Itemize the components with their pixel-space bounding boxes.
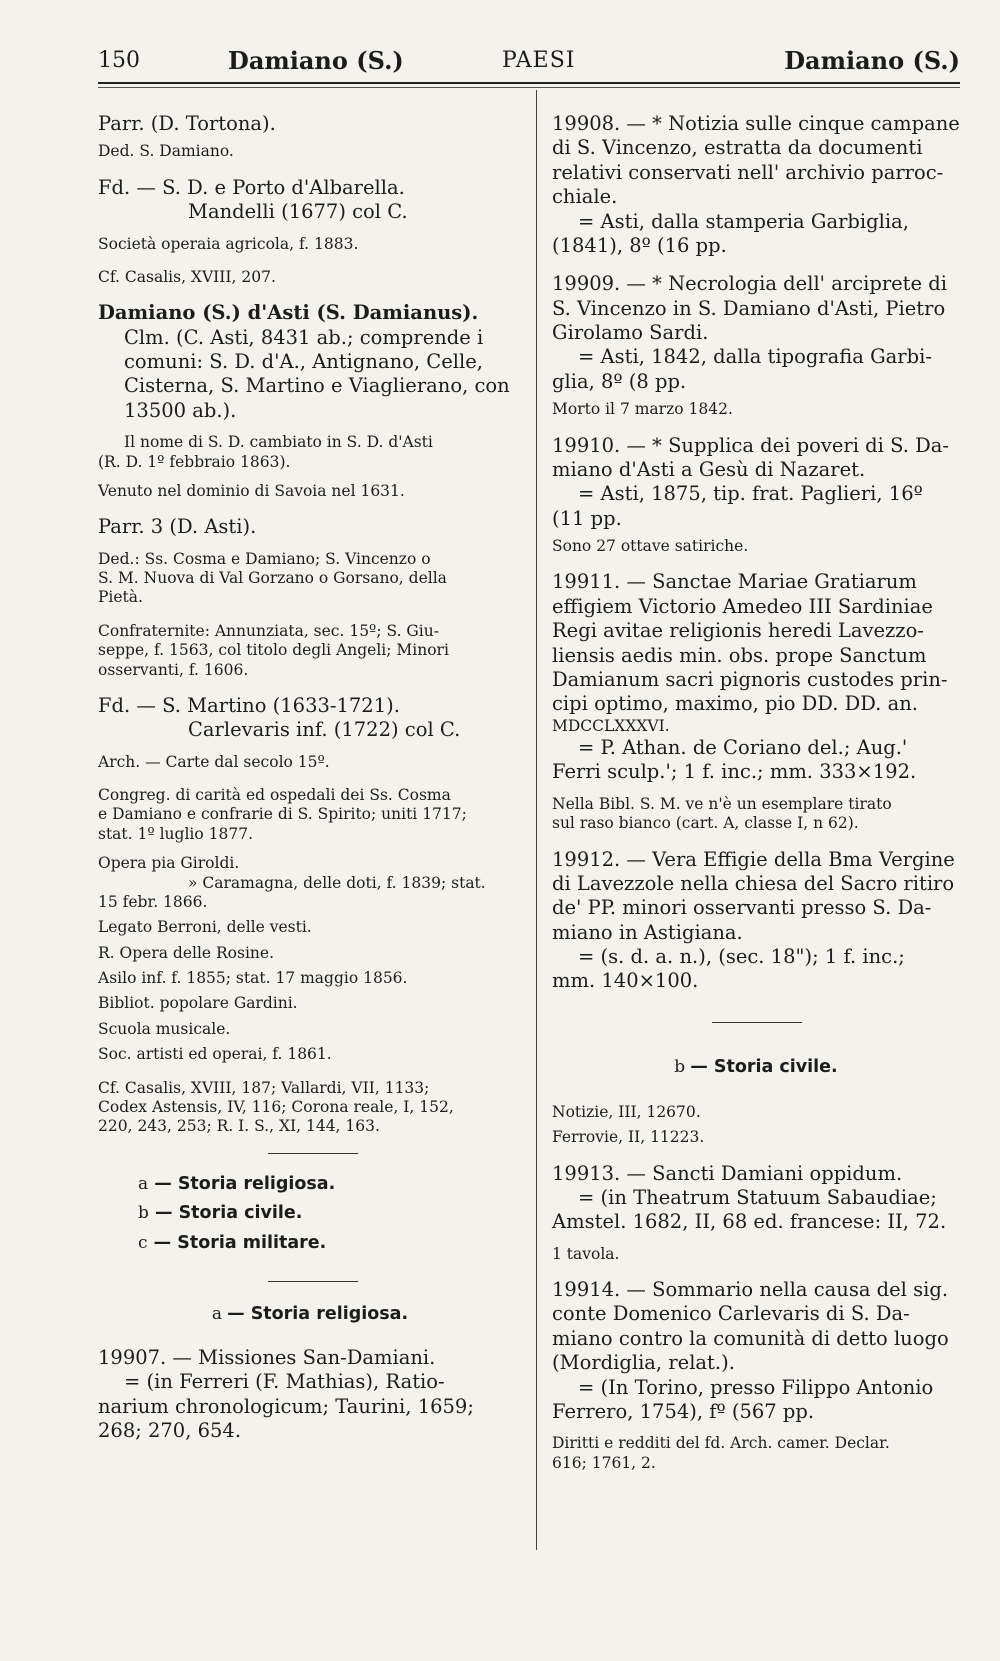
- text-line: Ded. S. Damiano.: [98, 142, 234, 161]
- header-rule-thin: [98, 87, 960, 88]
- page-number: 150: [98, 48, 140, 73]
- column-divider: [536, 90, 537, 1550]
- text-line: Confraternite: Annunziata, sec. 15º; S. Giu-: [98, 621, 439, 640]
- text-line: Cf. Casalis, XVIII, 207.: [98, 267, 276, 286]
- text-line: Sono 27 ottave satiriche.: [552, 537, 749, 555]
- left-column-entries: [98, 112, 522, 1137]
- text-line: Parr. 3 (D. Asti).: [98, 515, 257, 539]
- text-line: Nella Bibl. S. M. ve n'è un esemplare tirato: [552, 794, 892, 813]
- section-title: Storia religiosa.: [250, 1303, 409, 1324]
- text-line: (1841), 8º (16 pp.: [552, 233, 727, 257]
- text-line: Cf. Casalis, XVIII, 187; Vallardi, VII, 1133;: [98, 1078, 430, 1097]
- section-title: Storia militare.: [177, 1233, 327, 1254]
- text-line: Notizie, III, 12670.: [552, 1102, 701, 1121]
- text-line: 220, 243, 253; R. I. S., XI, 144, 163.: [98, 1117, 380, 1136]
- text-line: narium chronologicum; Taurini, 1659;: [98, 1394, 474, 1418]
- text-line: miano d'Asti a Gesù di Nazaret.: [552, 457, 866, 481]
- text-line: Venuto nel dominio di Savoia nel 1631.: [98, 481, 405, 500]
- text-line: Ferri sculp.'; 1 f. inc.; mm. 333×192.: [552, 760, 917, 784]
- section-letter: c: [138, 1233, 148, 1254]
- text-line: Damiano (S.) d'Asti (S. Damianus).: [98, 301, 479, 325]
- text-line: relativi conservati nell' archivio parroc-: [552, 160, 944, 184]
- text-line: Amstel. 1682, II, 68 ed. francese: II, 72.: [552, 1210, 947, 1234]
- text-line: 19910. — * Supplica dei poveri di S. Da-: [552, 433, 949, 457]
- text-line: miano contro la comunità di detto luogo: [552, 1326, 949, 1350]
- text-line: osservanti, f. 1606.: [98, 660, 249, 679]
- text-line: Ferrovie, II, 11223.: [552, 1128, 705, 1147]
- text-line: Diritti e redditi del fd. Arch. camer. Declar.: [552, 1434, 890, 1453]
- text-line: Parr. (D. Tortona).: [98, 112, 276, 135]
- section-title: Storia civile.: [178, 1203, 303, 1224]
- section-index: [98, 1170, 522, 1259]
- text-line: S. Vincenzo in S. Damiano d'Asti, Pietro: [552, 296, 946, 320]
- text-line: = (in Theatrum Statuum Sabaudiae;: [578, 1185, 937, 1209]
- right-column: [552, 112, 960, 1473]
- text-line: Pietà.: [98, 588, 143, 607]
- text-line: 19907. — Missiones San-Damiani.: [98, 1345, 436, 1369]
- text-line: de' PP. minori osservanti presso S. Da-: [552, 896, 932, 920]
- text-line: 268; 270, 654.: [98, 1419, 242, 1442]
- separator-rule: [268, 1153, 358, 1154]
- text-line: mm. 140×100.: [552, 969, 699, 993]
- text-line: (R. D. 1º febbraio 1863).: [98, 452, 291, 471]
- text-line: e Damiano e confrarie di S. Spirito; uniti 1717;: [98, 805, 467, 824]
- left-column: [98, 112, 522, 1443]
- text-line: = P. Athan. de Coriano del.; Aug.': [578, 736, 908, 759]
- text-line: Scuola musicale.: [98, 1019, 231, 1038]
- text-line: » Caramagna, delle doti, f. 1839; stat.: [188, 873, 486, 892]
- section-index-item: a — Storia religiosa.: [138, 1173, 336, 1194]
- running-head-center: PAESI: [502, 48, 576, 73]
- text-line: = (s. d. a. n.), (sec. 18"); 1 f. inc.;: [578, 945, 905, 968]
- text-line: 19912. — Vera Effigie della Bma Vergine: [552, 847, 955, 871]
- text-line: Il nome di S. D. cambiato in S. D. d'Asti: [124, 433, 433, 452]
- text-line: 19908. — * Notizia sulle cinque campane: [552, 112, 960, 135]
- text-line: di Lavezzole nella chiesa del Sacro ritiro: [552, 871, 955, 895]
- text-line: Girolamo Sardi.: [552, 321, 709, 344]
- section-heading-b: b — Storia civile.: [674, 1056, 838, 1077]
- section-index-item: b — Storia civile.: [138, 1203, 303, 1224]
- text-line: = Asti, 1875, tip. frat. Paglieri, 16º: [578, 482, 923, 506]
- text-line: 1 tavola.: [552, 1244, 620, 1263]
- text-line: 19913. — Sancti Damiani oppidum.: [552, 1161, 903, 1185]
- text-line: Carlevaris inf. (1722) col C.: [188, 718, 461, 742]
- text-line: Fd. — S. Martino (1633-1721).: [98, 693, 400, 717]
- section-title: Storia civile.: [713, 1056, 838, 1077]
- text-line: Arch. — Carte dal secolo 15º.: [98, 752, 330, 771]
- text-line: Morto il 7 marzo 1842.: [552, 400, 733, 419]
- section-heading-a: a — Storia religiosa.: [211, 1303, 409, 1324]
- text-line: = (In Torino, presso Filippo Antonio: [578, 1375, 934, 1399]
- text-line: Asilo inf. f. 1855; stat. 17 maggio 1856.: [98, 969, 408, 987]
- text-line: 15 febr. 1866.: [98, 892, 208, 911]
- text-line: 19911. — Sanctae Mariae Gratiarum: [552, 570, 917, 594]
- text-line: Fd. — S. D. e Porto d'Albarella.: [98, 175, 405, 199]
- separator-rule: [712, 1022, 802, 1023]
- section-letter: b: [138, 1203, 149, 1224]
- section-letter: a: [138, 1173, 149, 1194]
- page-header: [98, 44, 960, 78]
- text-line: Cisterna, S. Martino e Viaglierano, con: [124, 374, 510, 398]
- right-column-entries-after: [552, 1103, 960, 1473]
- text-line: glia, 8º (8 pp.: [552, 369, 687, 393]
- text-line: comuni: S. D. d'A., Antignano, Celle,: [124, 350, 483, 373]
- text-line: (11 pp.: [552, 506, 622, 530]
- text-line: stat. 1º luglio 1877.: [98, 824, 253, 843]
- text-line: Congreg. di carità ed ospedali dei Ss. Cosma: [98, 786, 451, 804]
- text-line: Ferrero, 1754), fº (567 pp.: [552, 1399, 815, 1423]
- text-line: di S. Vincenzo, estratta da documenti: [552, 136, 923, 160]
- text-line: Clm. (C. Asti, 8431 ab.; comprende i: [124, 325, 484, 349]
- running-head-left: Damiano (S.): [228, 46, 404, 75]
- text-line: Società operaia agricola, f. 1883.: [98, 234, 359, 253]
- text-line: = Asti, dalla stamperia Garbiglia,: [578, 209, 909, 233]
- text-line: MDCCLXXXVI.: [552, 716, 670, 735]
- text-line: 19909. — * Necrologia dell' arciprete di: [552, 272, 947, 296]
- text-line: seppe, f. 1563, col titolo degli Angeli; Minori: [98, 641, 449, 660]
- text-line: chiale.: [552, 185, 618, 209]
- text-line: Damianum sacri pignoris custodes prin-: [552, 667, 948, 691]
- section-title: Storia religiosa.: [177, 1173, 336, 1194]
- text-line: Bibliot. popolare Gardini.: [98, 994, 298, 1013]
- section-index-item: c — Storia militare.: [138, 1233, 327, 1254]
- text-line: sul raso bianco (cart. A, classe I, n 62).: [552, 814, 859, 833]
- text-line: conte Domenico Carlevaris di S. Da-: [552, 1302, 910, 1326]
- text-line: 19914. — Sommario nella causa del sig.: [552, 1278, 949, 1301]
- text-line: (Mordiglia, relat.).: [552, 1351, 735, 1375]
- text-line: miano in Astigiana.: [552, 920, 743, 944]
- right-column-entries: [552, 112, 960, 994]
- text-line: cipi optimo, maximo, pio DD. DD. an.: [552, 692, 918, 716]
- text-line: effigiem Victorio Amedeo III Sardiniae: [552, 594, 933, 618]
- text-line: Codex Astensis, IV, 116; Corona reale, I, 152,: [98, 1097, 454, 1116]
- header-rule: [98, 82, 960, 84]
- section-letter: b: [674, 1056, 686, 1077]
- text-line: 616; 1761, 2.: [552, 1453, 656, 1472]
- text-line: liensis aedis min. obs. prope Sanctum: [552, 643, 927, 667]
- text-line: Opera pia Giroldi.: [98, 854, 240, 873]
- text-line: Mandelli (1677) col C.: [188, 200, 408, 224]
- left-column-entries-after: [98, 1346, 522, 1444]
- text-line: Soc. artisti ed operai, f. 1861.: [98, 1045, 332, 1064]
- separator-rule: [268, 1281, 358, 1282]
- running-head-right: Damiano (S.): [784, 46, 960, 75]
- text-line: = Asti, 1842, dalla tipografia Garbi-: [578, 345, 932, 369]
- text-line: S. M. Nuova di Val Gorzano o Gorsano, della: [98, 569, 447, 587]
- text-line: Regi avitae religionis heredi Lavezzo-: [552, 619, 924, 643]
- text-line: = (in Ferreri (F. Mathias), Ratio-: [124, 1370, 445, 1394]
- text-line: Legato Berroni, delle vesti.: [98, 918, 312, 937]
- text-line: Ded.: Ss. Cosma e Damiano; S. Vincenzo o: [98, 549, 431, 568]
- text-line: 13500 ab.).: [124, 398, 237, 422]
- text-line: R. Opera delle Rosine.: [98, 943, 275, 962]
- section-letter: a: [211, 1303, 222, 1324]
